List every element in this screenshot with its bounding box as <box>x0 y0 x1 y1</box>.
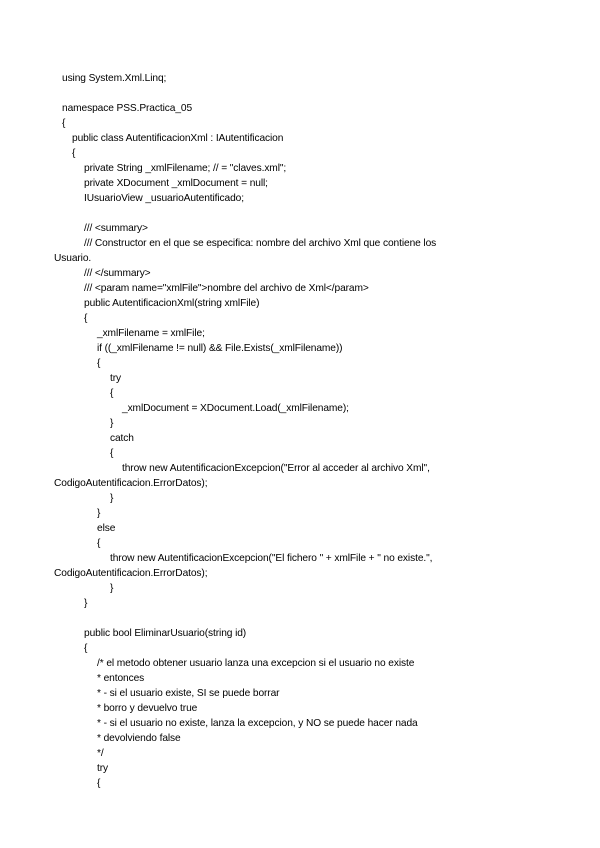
code-line: * entonces <box>97 673 145 684</box>
code-line: /// <summary> <box>84 223 148 234</box>
code-line: private XDocument _xmlDocument = null; <box>84 178 268 189</box>
code-line: if ((_xmlFilename != null) && File.Exists(_xmlFilename)) <box>97 343 343 354</box>
code-line: CodigoAutentificacion.ErrorDatos); <box>54 568 208 579</box>
code-line: namespace PSS.Practica_05 <box>62 103 193 114</box>
code-line: /* el metodo obtener usuario lanza una excepcion si el usuario no existe <box>97 658 415 669</box>
code-line: Usuario. <box>54 253 92 264</box>
code-line: { <box>72 148 76 159</box>
code-line: /// Constructor en el que se especifica: nombre del archivo Xml que contiene los <box>84 238 437 249</box>
code-line: } <box>110 583 114 594</box>
code-line: throw new AutentificacionExcepcion("El fichero " + xmlFile + " no existe.", <box>110 553 433 564</box>
code-line: * devolviendo false <box>97 733 181 744</box>
code-line: public bool EliminarUsuario(string id) <box>84 628 247 639</box>
code-line: } <box>110 493 114 504</box>
code-line: try <box>110 373 122 384</box>
code-line: } <box>110 418 114 429</box>
code-line: * - si el usuario existe, SI se puede borrar <box>97 688 280 699</box>
code-line: CodigoAutentificacion.ErrorDatos); <box>54 478 208 489</box>
code-line: */ <box>97 748 104 759</box>
code-line: { <box>84 313 88 324</box>
code-line: { <box>97 358 101 369</box>
code-line: { <box>97 538 101 549</box>
code-line: public AutentificacionXml(string xmlFile) <box>84 298 260 309</box>
code-line: else <box>97 523 116 534</box>
code-line: catch <box>110 433 134 444</box>
code-line: { <box>110 388 114 399</box>
code-listing <box>54 71 582 791</box>
code-line: public class AutentificacionXml : IAutentificacion <box>72 133 284 144</box>
code-line: _xmlFilename = xmlFile; <box>97 328 205 339</box>
code-line-blank <box>62 86 582 101</box>
code-line: try <box>97 763 109 774</box>
code-line: _xmlDocument = XDocument.Load(_xmlFilename); <box>122 403 349 414</box>
code-line: { <box>62 118 66 129</box>
code-line: /// </summary> <box>84 268 151 279</box>
code-line: { <box>84 643 88 654</box>
code-line: * - si el usuario no existe, lanza la excepcion, y NO se puede hacer nada <box>97 718 418 729</box>
code-line-blank <box>62 206 582 221</box>
code-line: IUsuarioView _usuarioAutentificado; <box>84 193 244 204</box>
code-line: private String _xmlFilename; // = "claves.xml"; <box>84 163 287 174</box>
code-line: throw new AutentificacionExcepcion("Error al acceder al archivo Xml", <box>122 463 430 474</box>
code-line: } <box>84 598 88 609</box>
code-line: * borro y devuelvo true <box>97 703 198 714</box>
code-line-blank <box>62 611 582 626</box>
code-line: using System.Xml.Linq; <box>62 73 167 84</box>
code-line: } <box>97 508 101 519</box>
code-line: /// <param name="xmlFile">nombre del archivo de Xml</param> <box>84 283 369 294</box>
code-line: { <box>97 778 101 789</box>
code-line: { <box>110 448 114 459</box>
